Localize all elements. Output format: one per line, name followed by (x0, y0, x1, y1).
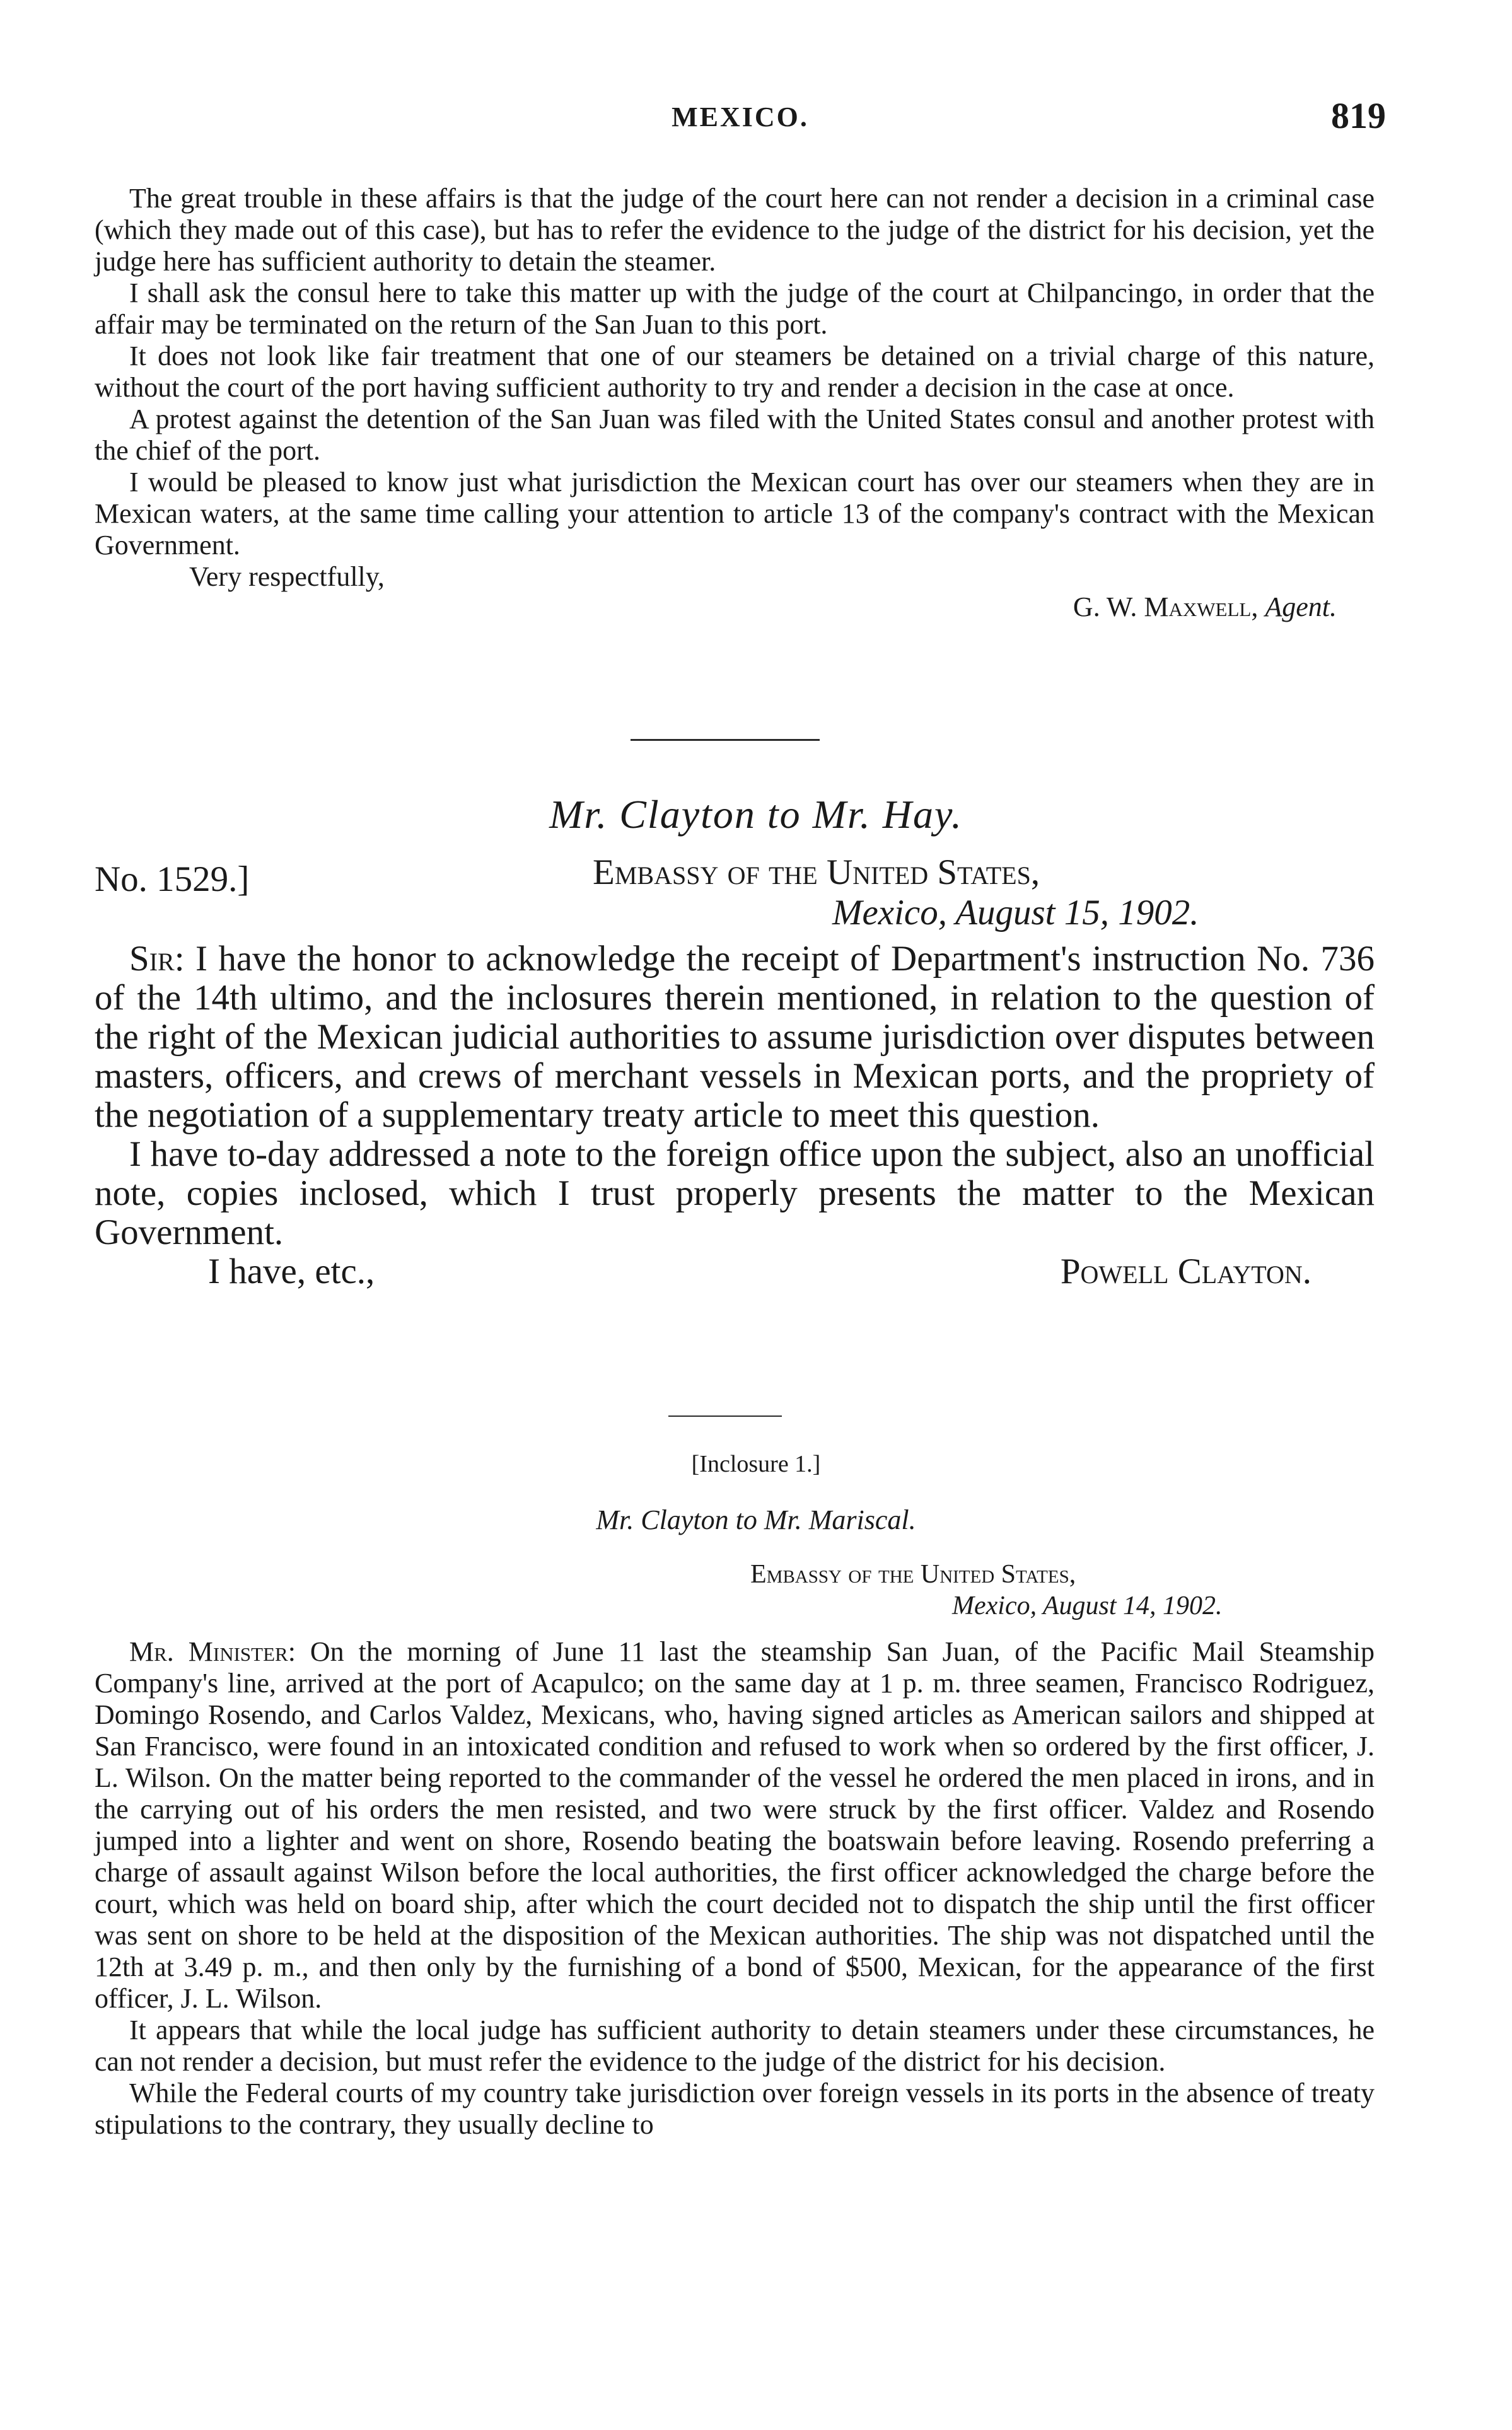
section-divider (631, 739, 820, 741)
page-header (95, 95, 1386, 145)
paragraph: I would be pleased to know just what jurisdiction the Mexican court has over our steamers when they are in Mexican waters, at the same time calling your attention to article 13 of the company's contract with the Mexican Government. (95, 467, 1375, 561)
dateline-place: Embassy of the United States, (593, 852, 1040, 892)
document-number: No. 1529.] (95, 859, 250, 899)
dateline-date: Mexico, August 15, 1902. (832, 893, 1199, 933)
letter-heading: Mr. Clayton to Mr. Hay. (549, 792, 963, 837)
running-head: MEXICO. (672, 102, 809, 132)
signature: Powell Clayton. (1060, 1252, 1311, 1291)
closing-block (95, 1252, 1375, 1296)
signature-title: Agent. (1265, 591, 1337, 622)
closing-block (95, 561, 1375, 621)
paragraph (95, 1636, 1375, 2014)
signature (1073, 591, 1337, 623)
signature-name: G. W. Maxwell, (1073, 591, 1259, 622)
enclosure-body (95, 1636, 1375, 2141)
paragraph-text: I have the honor to acknowledge the receipt of Department's instruction No. 736 of the 14th ultimo, and the inclosures therein mentioned, in relation to the question of the right of the Mexican judicial authorities to assume jurisdiction over disputes between masters, officers, and crews of merchant vessels in Mexican ports, and the propriety of the negotiation of a supplementary treaty article to meet this question. (95, 939, 1375, 1135)
dateline (593, 852, 1199, 933)
closing: I have, etc., (208, 1252, 375, 1291)
letter-clayton-body (95, 939, 1375, 1296)
salutation: Mr. Minister: (129, 1636, 296, 1667)
enclosure-label: [Inclosure 1.] (691, 1451, 821, 1477)
letter-maxwell-body (95, 183, 1375, 621)
enclosure-heading: Mr. Clayton to Mr. Mariscal. (596, 1504, 916, 1535)
closing: Very respectfully, (189, 561, 385, 592)
paragraph: While the Federal courts of my country take jurisdiction over foreign vessels in its ports in the absence of treaty stipulations to the contrary, they usually decline to (95, 2078, 1375, 2140)
enclosure-dateline (750, 1559, 1223, 1622)
section-divider (668, 1416, 782, 1417)
paragraph: I have to-day addressed a note to the foreign office upon the subject, also an unofficial note, copies inclosed, which I trust properly presents the matter to the Mexican Government. (95, 1134, 1375, 1252)
page-number: 819 (1331, 95, 1386, 136)
paragraph-text: On the morning of June 11 last the steamship San Juan, of the Pacific Mail Steamship Company's line, arrived at the port of Acapulco; on the same day at 1 p. m. three seamen, Francisco Rodriguez, Domingo Rosendo, and Carlos Valdez, Mexicans, who, having signed articles as American sailors and shipped at San Francisco, were found in an intoxicated condition and refused to work when so ordered by the first officer, J. L. Wilson. On the matter being reported to the commander of the vessel he ordered the men placed in irons, and in the carrying out of his orders the men resisted, and two were struck by the first officer. Valdez and Rosendo jumped into a lighter and went on shore, Rosendo beating the boatswain before leaving. Rosendo preferring a charge of assault against Wilson before the local authorities, the first officer acknowledged the charge before the court, which was held on board ship, after which the court decided not to dispatch the ship until the first officer was sent on shore to be held at the disposition of the Mexican authorities. The ship was not dispatched until the 12th at 3.49 p. m., and then only by the furnishing of a bond of $500, Mexican, for the appearance of the first officer, J. L. Wilson. (95, 1636, 1375, 2014)
paragraph: It does not look like fair treatment that one of our steamers be detained on a trivial charge of this nature, without the court of the port having sufficient authority to try and render a decision in the case at once. (95, 340, 1375, 403)
paragraph: A protest against the detention of the San Juan was filed with the United States consul and another protest with the chief of the port. (95, 404, 1375, 466)
salutation: Sir: (129, 939, 185, 979)
dateline-place: Embassy of the United States, (750, 1560, 1076, 1589)
paragraph: I shall ask the consul here to take this matter up with the judge of the court at Chilpancingo, in order that the affair may be terminated on the return of the San Juan to this port. (95, 277, 1375, 340)
paragraph: It appears that while the local judge has sufficient authority to detain steamers under these circumstances, he can not render a decision, but must refer the evidence to the judge of the district for his decision. (95, 2014, 1375, 2077)
paragraph (95, 939, 1375, 1135)
dateline-date: Mexico, August 14, 1902. (952, 1591, 1223, 1620)
paragraph: The great trouble in these affairs is that the judge of the court here can not render a decision in a criminal case (which they made out of this case), but has to refer the evidence to the judge of the district for his decision, yet the judge here has sufficient authority to detain the steamer. (95, 183, 1375, 277)
